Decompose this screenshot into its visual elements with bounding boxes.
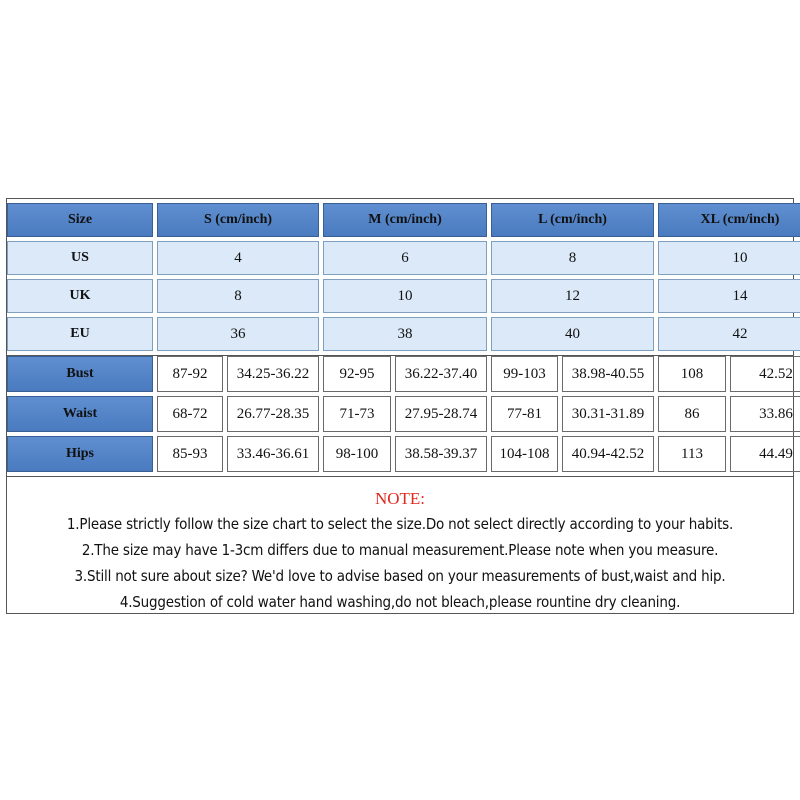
uk-m: 10	[323, 279, 487, 313]
eu-s: 36	[157, 317, 319, 351]
header-size-s: S (cm/inch)	[157, 203, 319, 237]
bust-m-cm: 92-95	[323, 356, 391, 392]
hips-m-inch: 38.58-39.37	[395, 436, 487, 472]
us-xl: 10	[658, 241, 800, 275]
waist-l-cm: 77-81	[491, 396, 558, 432]
row-label-eu: EU	[7, 317, 153, 351]
hips-xl-cm: 113	[658, 436, 726, 472]
us-m: 6	[323, 241, 487, 275]
us-s: 4	[157, 241, 319, 275]
waist-xl-inch: 33.86	[730, 396, 800, 432]
bust-s-cm: 87-92	[157, 356, 223, 392]
waist-s-inch: 26.77-28.35	[227, 396, 319, 432]
eu-xl: 42	[658, 317, 800, 351]
row-label-us: US	[7, 241, 153, 275]
hips-xl-inch: 44.49	[730, 436, 800, 472]
hips-s-cm: 85-93	[157, 436, 223, 472]
waist-l-inch: 30.31-31.89	[562, 396, 654, 432]
waist-m-inch: 27.95-28.74	[395, 396, 487, 432]
header-size-label: Size	[7, 203, 153, 237]
row-label-uk: UK	[7, 279, 153, 313]
eu-l: 40	[491, 317, 654, 351]
notes-box	[6, 476, 794, 614]
hips-s-inch: 33.46-36.61	[227, 436, 319, 472]
header-size-l: L (cm/inch)	[491, 203, 654, 237]
us-l: 8	[491, 241, 654, 275]
hips-l-cm: 104-108	[491, 436, 558, 472]
eu-m: 38	[323, 317, 487, 351]
bust-l-cm: 99-103	[491, 356, 558, 392]
uk-s: 8	[157, 279, 319, 313]
bust-xl-inch: 42.52	[730, 356, 800, 392]
row-label-waist: Waist	[7, 396, 153, 432]
bust-xl-cm: 108	[658, 356, 726, 392]
size-chart	[6, 198, 794, 614]
note-line-4: 4.Suggestion of cold water hand washing,do not bleach,please rountine dry cleaning.	[119, 593, 681, 611]
row-label-hips: Hips	[7, 436, 153, 472]
bust-l-inch: 38.98-40.55	[562, 356, 654, 392]
note-line-2: 2.The size may have 1-3cm differs due to manual measurement.Please note when you measure.	[81, 541, 719, 559]
header-size-xl: XL (cm/inch)	[658, 203, 800, 237]
hips-l-inch: 40.94-42.52	[562, 436, 654, 472]
waist-m-cm: 71-73	[323, 396, 391, 432]
uk-l: 12	[491, 279, 654, 313]
waist-xl-cm: 86	[658, 396, 726, 432]
note-line-1: 1.Please strictly follow the size chart to select the size.Do not select directly according to your habits.	[66, 515, 734, 533]
size-conversion-table	[6, 198, 794, 355]
bust-s-inch: 34.25-36.22	[227, 356, 319, 392]
waist-s-cm: 68-72	[157, 396, 223, 432]
bust-m-inch: 36.22-37.40	[395, 356, 487, 392]
header-size-m: M (cm/inch)	[323, 203, 487, 237]
note-line-3: 3.Still not sure about size? We'd love to advise based on your measurements of bust,waist and hip.	[74, 567, 726, 585]
uk-xl: 14	[658, 279, 800, 313]
measurement-table	[6, 355, 794, 476]
note-title: NOTE:	[374, 489, 426, 508]
row-label-bust: Bust	[7, 356, 153, 392]
hips-m-cm: 98-100	[323, 436, 391, 472]
